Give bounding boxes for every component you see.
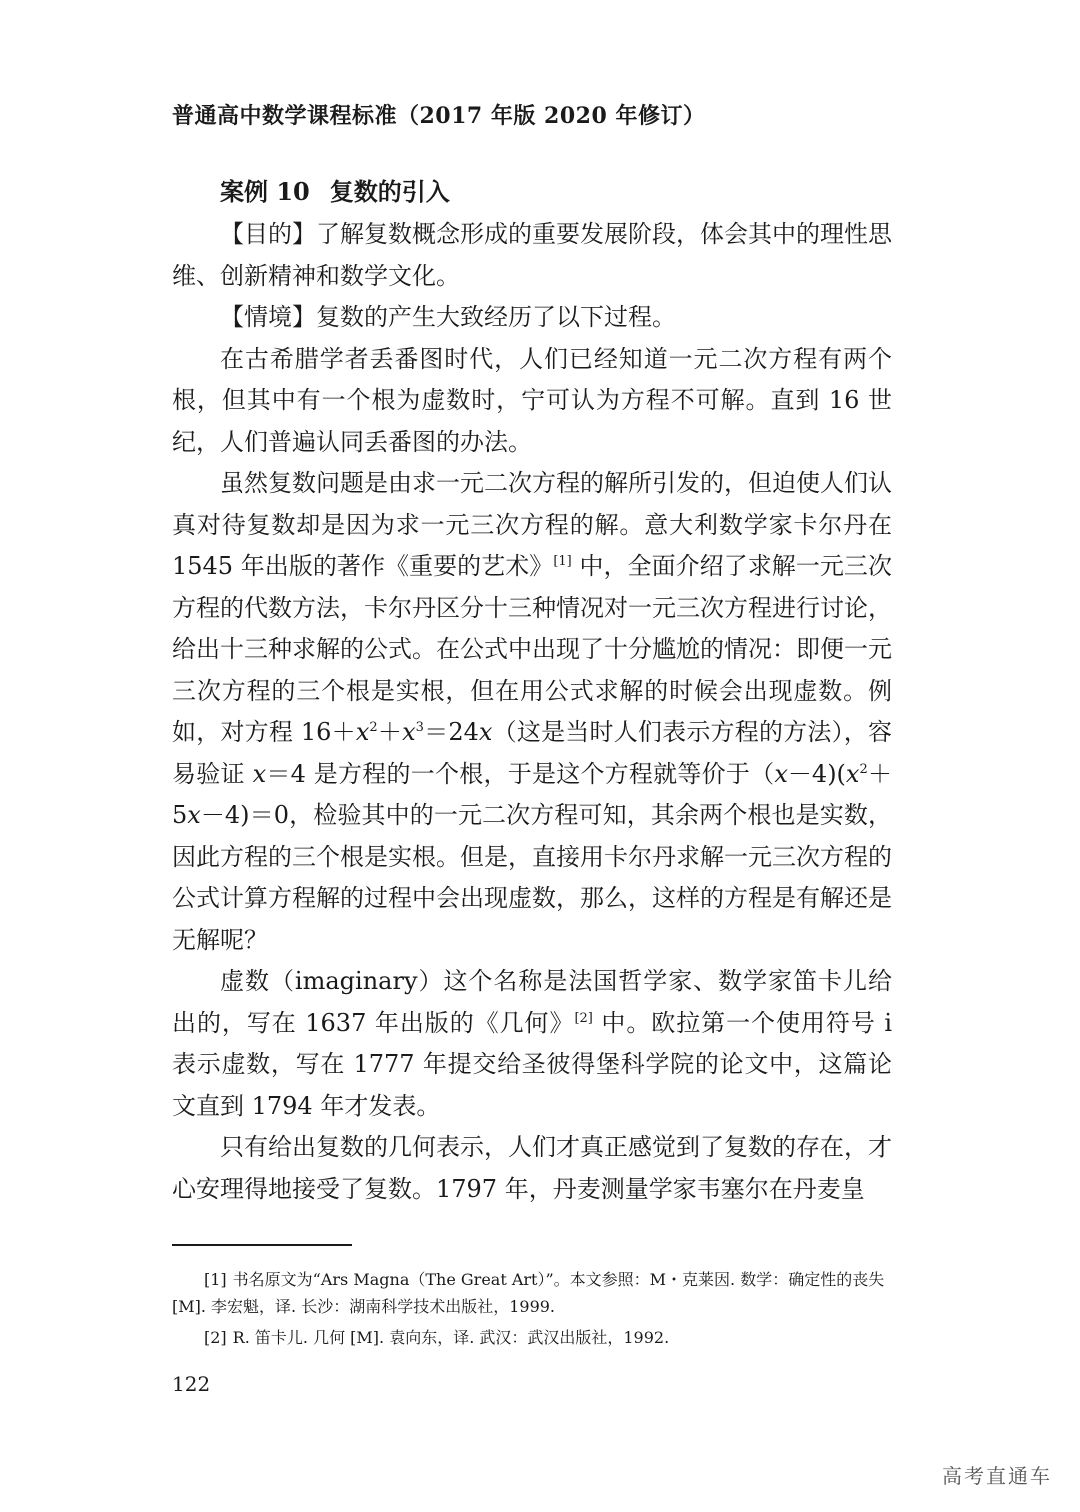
footnote-divider — [172, 1244, 352, 1246]
paragraph-diophantus: 在古希腊学者丢番图时代，人们已经知道一元二次方程有两个根，但其中有一个根为虚数时，宁可认为方程不可解。直到 16 世纪，人们普遍认同丢番图的办法。 — [172, 344, 892, 456]
footnotes — [172, 1266, 892, 1355]
text-run: －4)＝0，检验其中的一元二次方程可知，其余两个根也是实数，因此方程的三个根是实根。但是，直接用卡尔丹求解一元三次方程的公式计算方程解的过程中会出现虚数，那么，这样的方程是有解还是无解呢？ — [172, 801, 892, 954]
situation-text: 复数的产生大致经历了以下过程。 — [316, 303, 676, 331]
footnote-mark: [1] — [204, 1270, 227, 1289]
section-title — [220, 172, 900, 212]
math-var: x — [478, 718, 493, 746]
math-var: x — [187, 801, 201, 829]
watermark: 高考直通车 — [942, 1464, 1052, 1488]
situation-paragraph — [172, 297, 892, 339]
math-var: x — [252, 759, 267, 788]
footnote-ref-2[interactable]: [2] — [574, 1010, 593, 1026]
math-var: x — [402, 718, 416, 746]
text-run: ＝24 — [423, 718, 479, 746]
purpose-label: 【目的】 — [220, 220, 316, 248]
text-run: 虚数（imaginary）这个名称是法国哲学家、数学家笛卡儿给出的，写在 1637 年出版的《几何》 — [172, 967, 892, 1037]
text-run: （这是当时人们表示方程的方法），容易验证 — [172, 718, 893, 788]
math-var: x — [845, 759, 860, 788]
footnote-mark: [2] — [204, 1328, 227, 1347]
paragraph-cardano — [172, 463, 892, 961]
footnote-text: 书名原文为“Ars Magna（The Great Art）”。本文参照：M・克莱因. 数学：确定性的丧失 [M]. 李宏魁，译. 长沙：湖南科学技术出版社，1999. — [172, 1270, 885, 1316]
footnote-2 — [172, 1324, 892, 1351]
footnote-1 — [172, 1266, 892, 1320]
text-run: －4)( — [787, 759, 846, 788]
paragraph-descartes-euler — [172, 961, 892, 1127]
case-title: 复数的引入 — [329, 177, 450, 206]
purpose-paragraph — [172, 214, 892, 297]
text-run: ＝4 是方程的一个根，于是这个方程就等价于（ — [266, 759, 775, 788]
math-exponent: 3 — [415, 720, 424, 735]
purpose-text: 了解复数概念形成的重要发展阶段，体会其中的理性思维、创新精神和数学文化。 — [172, 220, 892, 290]
paragraph-geometric: 只有给出复数的几何表示，人们才真正感觉到了复数的存在，才心安理得地接受了复数。1797 年，丹麦测量学家韦塞尔在丹麦皇 — [172, 1133, 892, 1203]
math-exponent: 2 — [369, 720, 378, 735]
text-run: ＋ — [377, 718, 403, 746]
situation-label: 【情境】 — [220, 303, 316, 331]
footnote-ref-1[interactable]: [1] — [553, 554, 572, 569]
text-run: ＋5 — [172, 759, 892, 829]
running-head: 普通高中数学课程标准（2017 年版 2020 年修订） — [172, 103, 706, 129]
math-exponent: 2 — [859, 761, 868, 777]
math-var: x — [355, 718, 370, 746]
case-label: 案例 10 — [220, 177, 310, 206]
body-text — [172, 214, 892, 1210]
text-run: 虽然复数问题是由求一元二次方程的解所引发的，但迫使人们认真对待复数却是因为求一元三次方程的解。意大利数学家卡尔丹在 1545 年出版的著作《重要的艺术》 — [172, 469, 892, 580]
page-number: 122 — [172, 1372, 211, 1396]
math-var: x — [774, 759, 788, 788]
text-run: 中。欧拉第一个使用符号 i 表示虚数，写在 1777 年提交给圣彼得堡科学院的论文中，这篇论文直到 1794 年才发表。 — [172, 1008, 893, 1120]
text-run: 中，全面介绍了求解一元三次方程的代数方法，卡尔丹区分十三种情况对一元三次方程进行讨论，给出十三种求解的公式。在公式中出现了十分尴尬的情况：即便一元三次方程的三个根是实根，但在用公式求解的时候会出现虚数。例如，对方程 16＋ — [172, 552, 892, 746]
footnote-text: R. 笛卡儿. 几何 [M]. 袁向东，译. 武汉：武汉出版社，1992. — [232, 1328, 670, 1347]
